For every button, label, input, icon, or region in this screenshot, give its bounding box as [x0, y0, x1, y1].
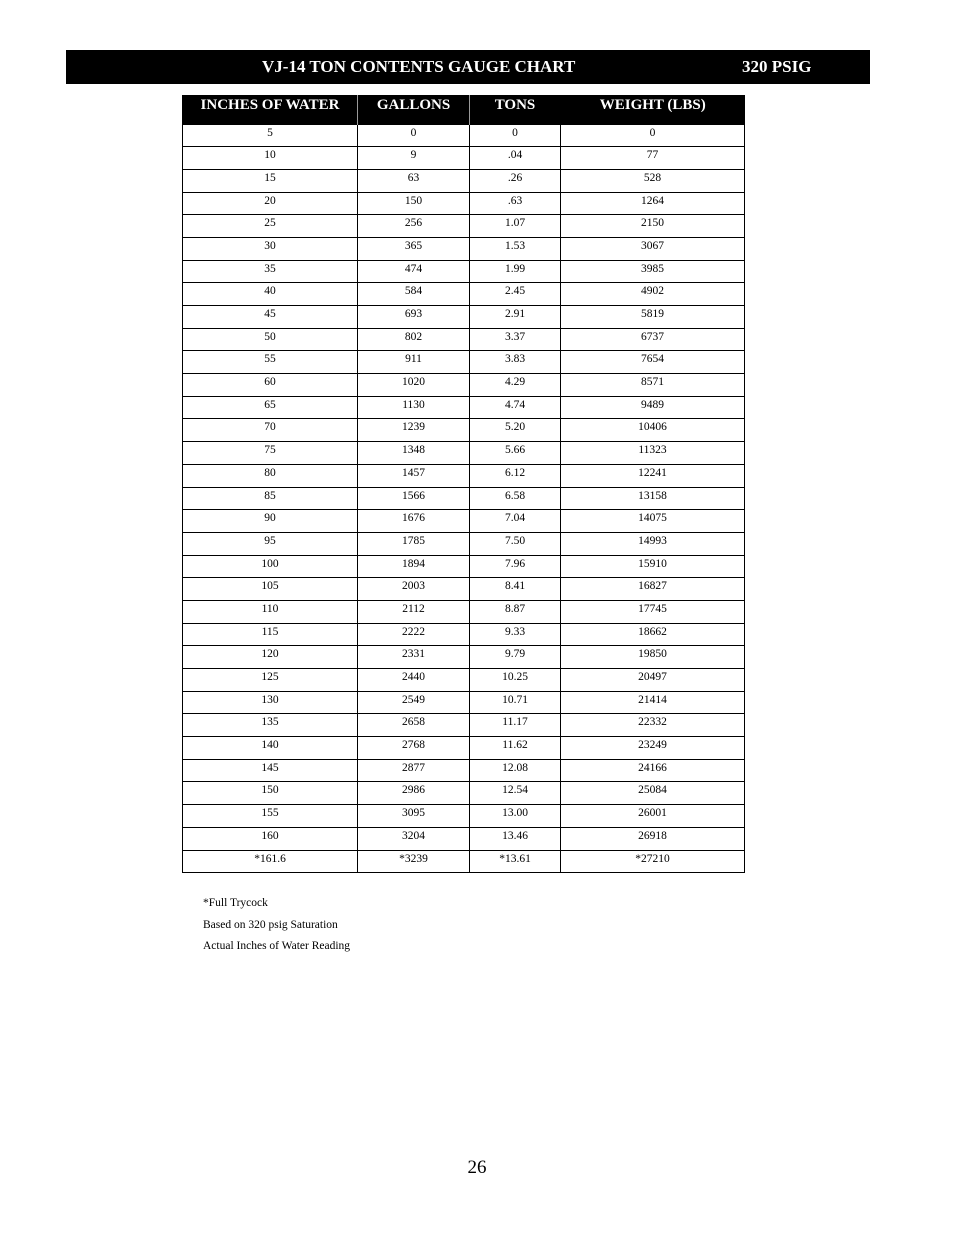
gallons-cell: 256 — [358, 215, 470, 238]
inches-cell: 40 — [183, 283, 358, 306]
table-row — [183, 714, 745, 737]
table-row — [183, 147, 745, 170]
tons-cell: 5.66 — [470, 442, 561, 465]
table-row — [183, 351, 745, 374]
table-row — [183, 237, 745, 260]
weight-cell: 0 — [561, 124, 745, 147]
weight-cell: 2150 — [561, 215, 745, 238]
inches-cell: 140 — [183, 737, 358, 760]
inches-cell: 155 — [183, 805, 358, 828]
gallons-cell: 2331 — [358, 646, 470, 669]
gallons-cell: 2986 — [358, 782, 470, 805]
tons-cell: 7.04 — [470, 510, 561, 533]
inches-cell: 60 — [183, 374, 358, 397]
tons-cell: 10.25 — [470, 669, 561, 692]
tons-cell: 13.00 — [470, 805, 561, 828]
tons-cell: .26 — [470, 169, 561, 192]
gallons-cell: 2003 — [358, 578, 470, 601]
weight-cell: 20497 — [561, 669, 745, 692]
table-row — [183, 442, 745, 465]
table-row — [183, 759, 745, 782]
inches-cell: 95 — [183, 532, 358, 555]
tons-cell: 8.87 — [470, 600, 561, 623]
tons-cell: *13.61 — [470, 850, 561, 873]
gallons-cell: 2658 — [358, 714, 470, 737]
weight-cell: 26918 — [561, 827, 745, 850]
gallons-cell: 63 — [358, 169, 470, 192]
weight-cell: 4902 — [561, 283, 745, 306]
table-row — [183, 260, 745, 283]
inches-cell: 125 — [183, 669, 358, 692]
gallons-cell: 911 — [358, 351, 470, 374]
weight-cell: 3985 — [561, 260, 745, 283]
tons-cell: 2.91 — [470, 306, 561, 329]
tons-cell: 11.17 — [470, 714, 561, 737]
gallons-cell: *3239 — [358, 850, 470, 873]
weight-cell: 5819 — [561, 306, 745, 329]
inches-cell: 120 — [183, 646, 358, 669]
tons-cell: 3.37 — [470, 328, 561, 351]
inches-cell: 25 — [183, 215, 358, 238]
inches-cell: 10 — [183, 147, 358, 170]
tons-cell: 7.96 — [470, 555, 561, 578]
table-row — [183, 487, 745, 510]
gallons-cell: 9 — [358, 147, 470, 170]
weight-cell: 9489 — [561, 396, 745, 419]
chart-title-bar — [66, 50, 870, 84]
gallons-cell: 3204 — [358, 827, 470, 850]
inches-cell: 45 — [183, 306, 358, 329]
tons-cell: 7.50 — [470, 532, 561, 555]
tons-cell: 6.58 — [470, 487, 561, 510]
table-row — [183, 623, 745, 646]
table-row — [183, 510, 745, 533]
table-row — [183, 532, 745, 555]
weight-cell: 8571 — [561, 374, 745, 397]
table-row — [183, 691, 745, 714]
gallons-cell: 2222 — [358, 623, 470, 646]
table-row — [183, 396, 745, 419]
inches-cell: 85 — [183, 487, 358, 510]
footnote-actual-reading: Actual Inches of Water Reading — [203, 940, 351, 952]
gallons-cell: 150 — [358, 192, 470, 215]
weight-cell: 528 — [561, 169, 745, 192]
weight-cell: 17745 — [561, 600, 745, 623]
tons-cell: 0 — [470, 124, 561, 147]
table-body — [183, 124, 745, 873]
footnotes — [203, 893, 350, 958]
tons-cell: 6.12 — [470, 464, 561, 487]
table-row — [183, 646, 745, 669]
table-row — [183, 464, 745, 487]
table-row — [183, 600, 745, 623]
inches-cell: 55 — [183, 351, 358, 374]
weight-cell: 11323 — [561, 442, 745, 465]
table-row — [183, 306, 745, 329]
table-row — [183, 374, 745, 397]
table-row — [183, 419, 745, 442]
gallons-cell: 474 — [358, 260, 470, 283]
gallons-cell: 1785 — [358, 532, 470, 555]
tons-cell: 9.33 — [470, 623, 561, 646]
chart-title: VJ-14 TON CONTENTS GAUGE CHART — [262, 57, 576, 76]
weight-cell: 6737 — [561, 328, 745, 351]
tons-cell: 9.79 — [470, 646, 561, 669]
weight-cell: 77 — [561, 147, 745, 170]
column-header-tons: TONS — [470, 95, 561, 124]
gallons-cell: 693 — [358, 306, 470, 329]
inches-cell: 145 — [183, 759, 358, 782]
gallons-cell: 584 — [358, 283, 470, 306]
tons-cell: 5.20 — [470, 419, 561, 442]
column-header-gallons: GALLONS — [358, 95, 470, 124]
gallons-cell: 1348 — [358, 442, 470, 465]
column-header-weight: WEIGHT (LBS) — [561, 95, 745, 124]
inches-cell: 130 — [183, 691, 358, 714]
footnote-saturation: Based on 320 psig Saturation — [203, 918, 338, 931]
weight-cell: 7654 — [561, 351, 745, 374]
inches-cell: 75 — [183, 442, 358, 465]
weight-cell: 22332 — [561, 714, 745, 737]
inches-cell: 100 — [183, 555, 358, 578]
tons-cell: 4.29 — [470, 374, 561, 397]
gallons-cell: 2768 — [358, 737, 470, 760]
inches-cell: 150 — [183, 782, 358, 805]
gallons-cell: 2877 — [358, 759, 470, 782]
page-number: 26 — [467, 1157, 487, 1178]
weight-cell: 16827 — [561, 578, 745, 601]
tons-cell: 12.08 — [470, 759, 561, 782]
gallons-cell: 1894 — [358, 555, 470, 578]
inches-cell: 15 — [183, 169, 358, 192]
table-row — [183, 737, 745, 760]
weight-cell: 1264 — [561, 192, 745, 215]
tons-cell: 4.74 — [470, 396, 561, 419]
column-header-inches: INCHES OF WATER — [183, 95, 358, 124]
inches-cell: 115 — [183, 623, 358, 646]
table-row — [183, 169, 745, 192]
gallons-cell: 1566 — [358, 487, 470, 510]
gallons-cell: 802 — [358, 328, 470, 351]
pressure-label: 320 PSIG — [742, 57, 812, 76]
gallons-cell: 1020 — [358, 374, 470, 397]
table-header-row — [183, 95, 745, 124]
weight-cell: 19850 — [561, 646, 745, 669]
weight-cell: 18662 — [561, 623, 745, 646]
inches-cell: 20 — [183, 192, 358, 215]
inches-cell: 50 — [183, 328, 358, 351]
inches-cell: 160 — [183, 827, 358, 850]
weight-cell: 13158 — [561, 487, 745, 510]
inches-cell: *161.6 — [183, 850, 358, 873]
tons-cell: .63 — [470, 192, 561, 215]
weight-cell: 10406 — [561, 419, 745, 442]
weight-cell: 24166 — [561, 759, 745, 782]
weight-cell: 14075 — [561, 510, 745, 533]
inches-cell: 70 — [183, 419, 358, 442]
weight-cell: 21414 — [561, 691, 745, 714]
gallons-cell: 2549 — [358, 691, 470, 714]
weight-cell: 3067 — [561, 237, 745, 260]
tons-cell: 3.83 — [470, 351, 561, 374]
gallons-cell: 0 — [358, 124, 470, 147]
table-row — [183, 328, 745, 351]
gallons-cell: 1239 — [358, 419, 470, 442]
tons-cell: .04 — [470, 147, 561, 170]
table-row — [183, 555, 745, 578]
tons-cell: 10.71 — [470, 691, 561, 714]
gallons-cell: 1130 — [358, 396, 470, 419]
gallons-cell: 2112 — [358, 600, 470, 623]
table-row — [183, 283, 745, 306]
gallons-cell: 2440 — [358, 669, 470, 692]
tons-cell: 8.41 — [470, 578, 561, 601]
gallons-cell: 1676 — [358, 510, 470, 533]
table-row — [183, 827, 745, 850]
table-row — [183, 805, 745, 828]
tons-cell: 11.62 — [470, 737, 561, 760]
weight-cell: 26001 — [561, 805, 745, 828]
table-row — [183, 578, 745, 601]
inches-cell: 135 — [183, 714, 358, 737]
weight-cell: *27210 — [561, 850, 745, 873]
gallons-cell: 1457 — [358, 464, 470, 487]
inches-cell: 65 — [183, 396, 358, 419]
gallons-cell: 3095 — [358, 805, 470, 828]
footnote-full-trycock: *Full Trycock — [203, 897, 268, 909]
inches-cell: 30 — [183, 237, 358, 260]
inches-cell: 5 — [183, 124, 358, 147]
weight-cell: 12241 — [561, 464, 745, 487]
table-row — [183, 215, 745, 238]
table-row — [183, 850, 745, 873]
tons-cell: 1.07 — [470, 215, 561, 238]
tons-cell: 1.99 — [470, 260, 561, 283]
gallons-cell: 365 — [358, 237, 470, 260]
inches-cell: 110 — [183, 600, 358, 623]
weight-cell: 14993 — [561, 532, 745, 555]
tons-cell: 12.54 — [470, 782, 561, 805]
tons-cell: 13.46 — [470, 827, 561, 850]
weight-cell: 23249 — [561, 737, 745, 760]
weight-cell: 25084 — [561, 782, 745, 805]
table-row — [183, 124, 745, 147]
table-row — [183, 782, 745, 805]
weight-cell: 15910 — [561, 555, 745, 578]
inches-cell: 105 — [183, 578, 358, 601]
table-row — [183, 669, 745, 692]
tons-cell: 1.53 — [470, 237, 561, 260]
inches-cell: 35 — [183, 260, 358, 283]
gauge-table — [182, 95, 745, 873]
table-row — [183, 192, 745, 215]
inches-cell: 80 — [183, 464, 358, 487]
inches-cell: 90 — [183, 510, 358, 533]
tons-cell: 2.45 — [470, 283, 561, 306]
